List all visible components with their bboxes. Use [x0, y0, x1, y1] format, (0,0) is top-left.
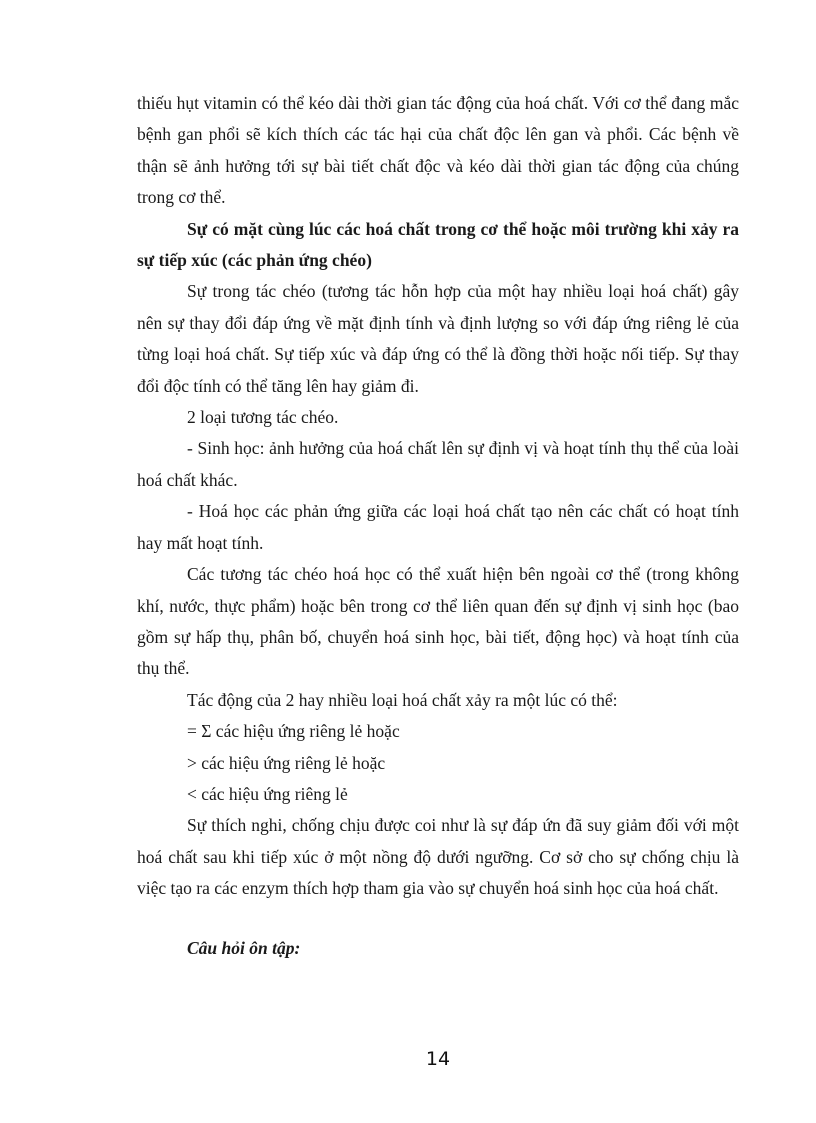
- review-questions-heading: Câu hỏi ôn tập:: [187, 937, 301, 958]
- effect-item-less: < các hiệu ứng riêng lẻ: [187, 783, 348, 804]
- effect-item-sum: = Σ các hiệu ứng riêng lẻ hoặc: [187, 721, 400, 742]
- section-heading-cross-reactions: Sự có mặt cùng lúc các hoá chất trong cơ thể hoặc môi trường khi xảy ra sự tiếp xúc (các phản ứng chéo): [137, 218, 739, 271]
- paragraph-two-types: 2 loại tương tác chéo.: [187, 407, 339, 428]
- paragraph-tolerance: Sự thích nghi, chống chịu được coi như là sự đáp ứn đã suy giảm đối với một hoá chất sau khi tiếp xúc ở một nồng độ dưới ngưỡng. Cơ sở cho sự chống chịu là việc tạo ra các enzym thích hợp tham gia vào sự chuyển hoá sinh học của hoá chất.: [137, 815, 739, 899]
- paragraph-combined-effects: Tác động của 2 hay nhiều loại hoá chất xảy ra một lúc có thể:: [187, 689, 618, 710]
- paragraph-cross-interaction: Sự trong tác chéo (tương tác hỗn hợp của một hay nhiều loại hoá chất) gây nên sự thay đổi đáp ứng về mặt định tính và định lượng so với đáp ứng riêng lẻ của từng loại hoá chất. Sự tiếp xúc và đáp ứng có thể là đồng thời hoặc nối tiếp. Sự thay đổi độc tính có thể tăng lên hay giảm đi.: [137, 281, 739, 396]
- document-page: [137, 88, 739, 964]
- page-number: 14: [425, 1048, 451, 1070]
- paragraph-chemical-interactions: Các tương tác chéo hoá học có thể xuất hiện bên ngoài cơ thể (trong không khí, nước, thực phẩm) hoặc bên trong cơ thể liên quan đến sự định vị sinh học (bao gồm sự hấp thụ, phân bố, chuyển hoá sinh học, bài tiết, động học) và hoạt tính của thụ thể.: [137, 564, 739, 679]
- paragraph-continuation: thiếu hụt vitamin có thể kéo dài thời gian tác động của hoá chất. Với cơ thể đang mắc bệnh gan phổi sẽ kích thích các tác hại của chất độc lên gan và phổi. Các bệnh về thận sẽ ảnh hưởng tới sự bài tiết chất độc và kéo dài thời gian tác động của chúng trong cơ thể.: [137, 93, 739, 208]
- effect-item-greater: > các hiệu ứng riêng lẻ hoặc: [187, 752, 386, 773]
- list-item-biological: - Sinh học: ảnh hưởng của hoá chất lên sự định vị và hoạt tính thụ thể của loài hoá chất khác.: [137, 438, 739, 490]
- section-spacer: [137, 905, 739, 933]
- list-item-chemical: - Hoá học các phản ứng giữa các loại hoá chất tạo nên các chất có hoạt tính hay mất hoạt tính.: [137, 501, 739, 553]
